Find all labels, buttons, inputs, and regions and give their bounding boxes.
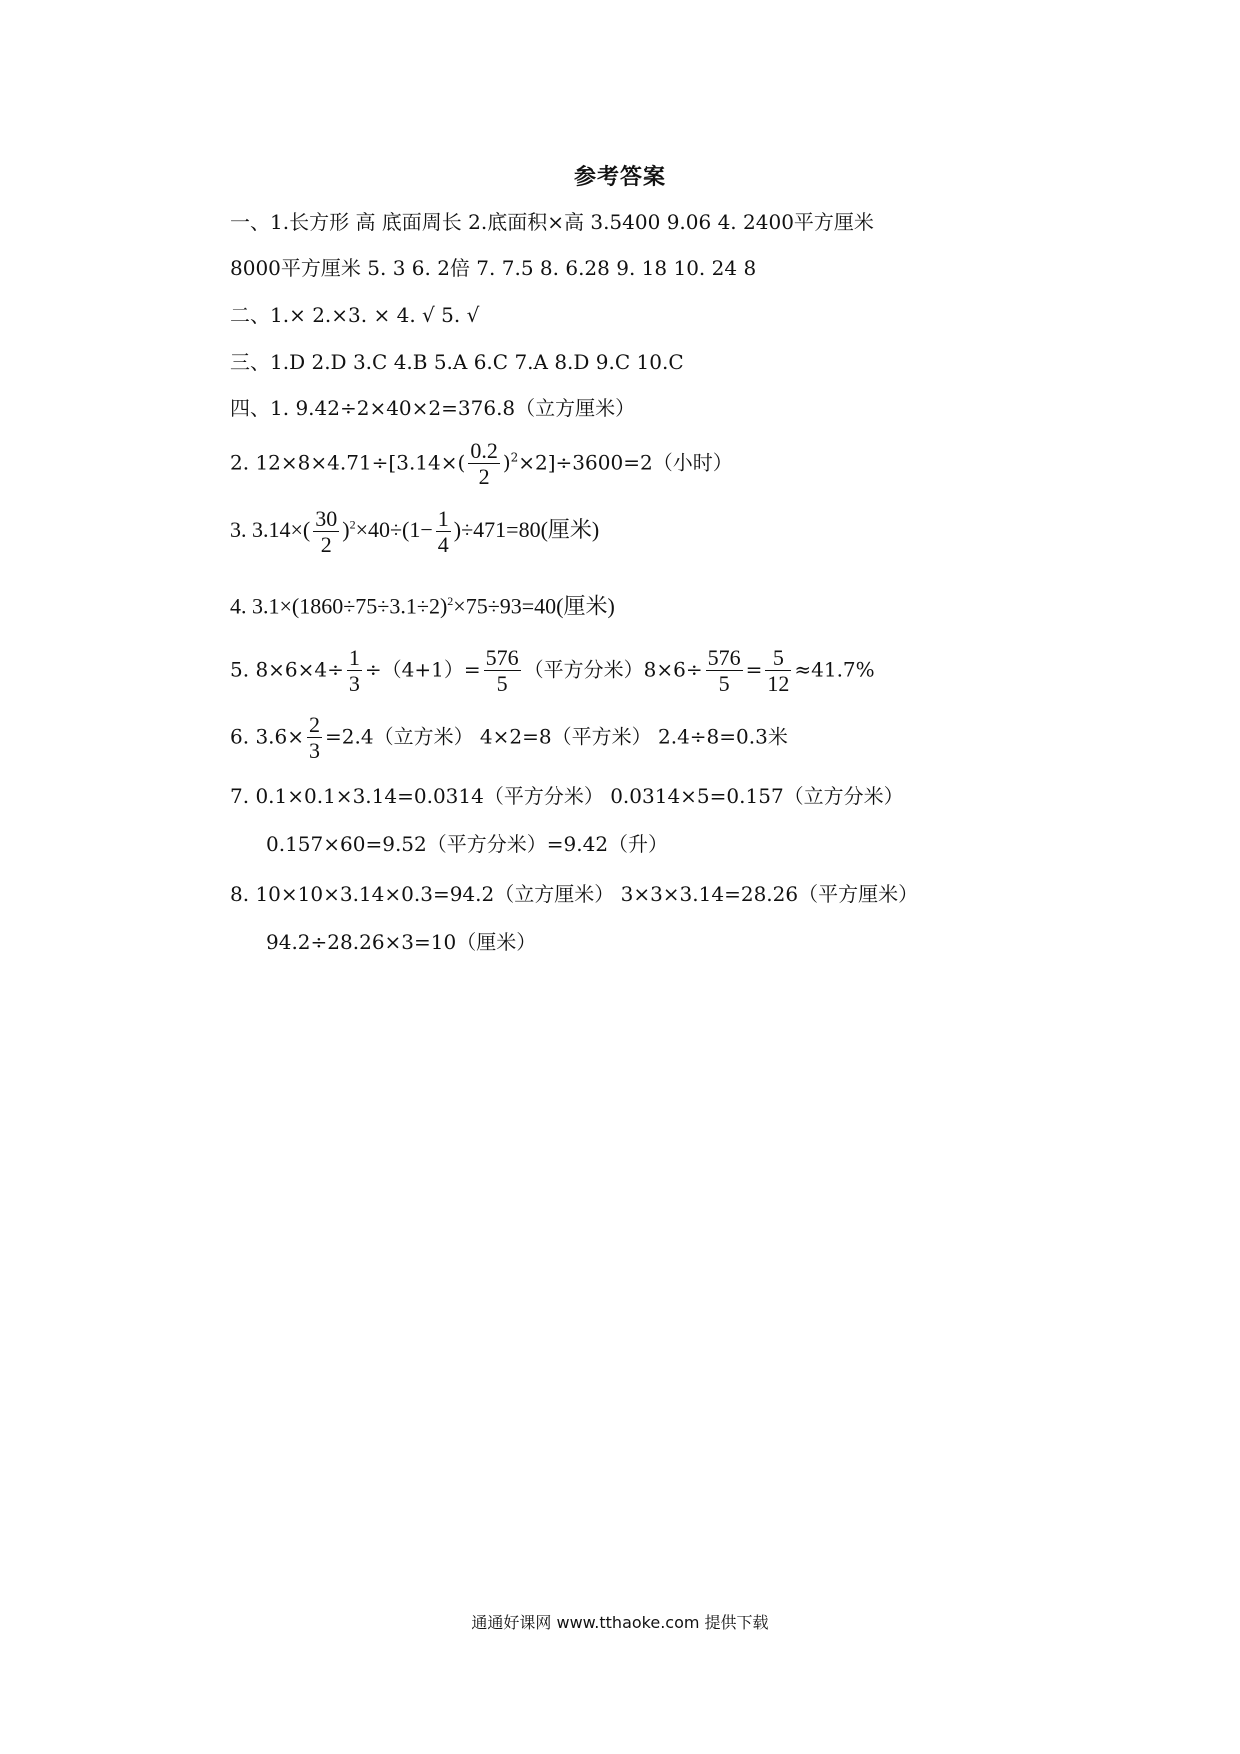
q2-denominator: 2 xyxy=(478,464,490,490)
q3-numerator-2: 1 xyxy=(437,506,449,531)
answer-q7-line-2: 0.157×60=9.52（平方分米）=9.42（升） xyxy=(266,832,669,856)
q5-numerator-1: 1 xyxy=(348,645,360,670)
answer-q4 xyxy=(230,595,615,617)
q5-fraction-1 xyxy=(347,645,362,697)
q6-lead: 6. 3.6× xyxy=(230,724,305,749)
q5-mid-2: （平方分米）8×6÷ xyxy=(523,657,703,682)
q5-numerator-2: 576 xyxy=(485,645,519,670)
q3-fraction-2 xyxy=(436,506,451,558)
answer-q6 xyxy=(230,712,788,764)
q5-denominator-1: 3 xyxy=(348,671,360,697)
q5-fraction-2 xyxy=(484,645,521,697)
q6-numerator: 2 xyxy=(309,712,321,737)
answer-line-2: 8000平方厘米 5. 3 6. 2倍 7. 7.5 8. 6.28 9. 18 10. 24 8 xyxy=(230,256,757,280)
q6-fraction xyxy=(307,712,322,764)
answer-q8-line-2: 94.2÷28.26×3=10（厘米） xyxy=(266,930,537,954)
q5-fraction-3 xyxy=(706,645,743,697)
q3-denominator-1: 2 xyxy=(320,532,332,558)
answer-q7-line-1: 7. 0.1×0.1×3.14=0.0314（平方分米） 0.0314×5=0.157（立方分米） xyxy=(230,784,904,808)
q2-tail: ×2]÷3600=2（小时） xyxy=(518,450,733,475)
q4-lead: 4. 3.1×(1860÷75÷3.1÷2) xyxy=(230,593,448,619)
page-title: 参考答案 xyxy=(573,165,666,190)
q5-equals: = xyxy=(745,657,763,682)
q6-denominator: 3 xyxy=(309,738,321,764)
q2-numerator: 0.2 xyxy=(470,438,498,463)
q3-numerator-1: 30 xyxy=(315,506,338,531)
answer-line-3: 二、1.× 2.×3. × 4. √ 5. √ xyxy=(230,303,480,327)
q4-exponent: 2 xyxy=(447,594,454,608)
answer-line-4: 三、1.D 2.D 3.C 4.B 5.A 6.C 7.A 8.D 9.C 10.C xyxy=(230,350,684,374)
q5-numerator-4: 5 xyxy=(765,645,791,671)
q6-tail: =2.4（立方米） 4×2=8（平方米） 2.4÷8=0.3米 xyxy=(325,724,788,749)
q2-exponent: 2 xyxy=(510,450,519,465)
q3-tail: )÷471=80(厘米) xyxy=(453,516,600,542)
q5-numerator-3: 576 xyxy=(707,645,741,670)
q3-denominator-2: 4 xyxy=(437,532,449,558)
answer-line-5: 四、1. 9.42÷2×40×2=376.8（立方厘米） xyxy=(230,396,636,420)
q5-denominator-4: 12 xyxy=(767,671,790,697)
q5-lead: 5. 8×6×4÷ xyxy=(230,657,344,682)
answer-line-1: 一、1.长方形 高 底面周长 2.底面积×高 3.5400 9.06 4. 2400平方厘米 xyxy=(230,210,874,234)
answer-q2: 2. 12×8×4.71÷[3.14×( $\frac{0.2}{2}$ )$^2$×2]÷3600=2（小时） xyxy=(230,438,733,490)
q5-mid-1: ÷（4+1）= xyxy=(364,657,481,682)
q2-lead: 2. 12×8×4.71÷[3.14×( xyxy=(230,450,466,475)
answer-q3: 3. 3.14×( $\frac{30}{2}$ )$^2$×40÷(1− $\frac{1}{4}$ )÷471=80(厘米) xyxy=(230,506,600,558)
q5-fraction-4 xyxy=(765,645,791,697)
q5-denominator-3: 5 xyxy=(718,671,730,697)
answer-q8-line-1: 8. 10×10×3.14×0.3=94.2（立方厘米） 3×3×3.14=28.26（平方厘米） xyxy=(230,882,919,906)
q4-tail: ×75÷93=40(厘米) xyxy=(453,593,615,619)
q3-fraction-1 xyxy=(313,506,339,558)
page-footer: 通通好课网 www.tthaoke.com 提供下载 xyxy=(471,1613,769,1632)
q3-exponent: 2 xyxy=(349,517,356,532)
q5-tail: ≈41.7% xyxy=(794,657,875,682)
q3-lead: 3. 3.14×( xyxy=(230,516,311,542)
q2-fraction xyxy=(468,438,500,490)
q5-denominator-2: 5 xyxy=(496,671,508,697)
q3-mid: ×40÷(1− xyxy=(355,516,433,542)
answer-q5 xyxy=(230,645,875,697)
